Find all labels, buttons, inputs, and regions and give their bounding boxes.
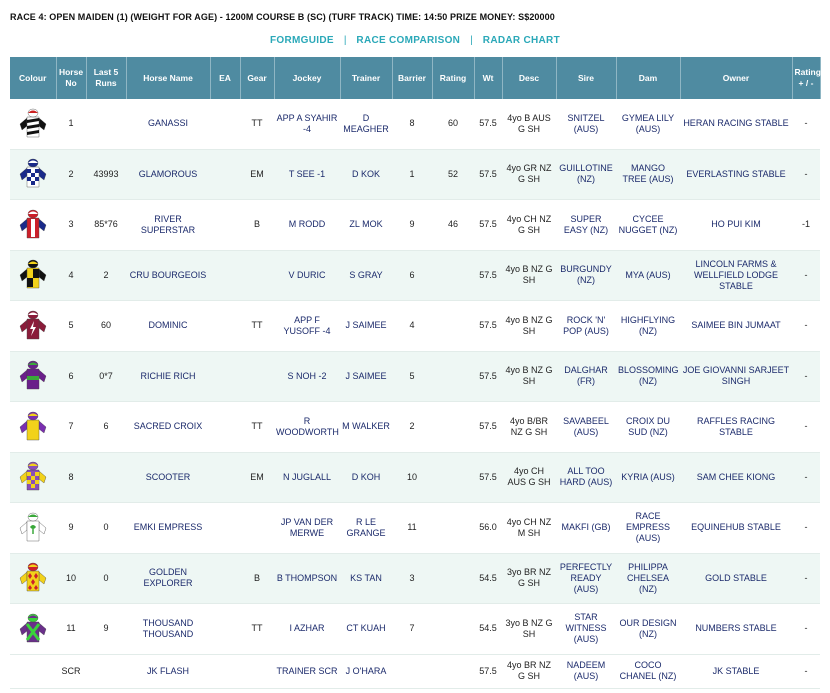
table-row <box>10 452 820 503</box>
dam-cell: MYA (AUS) <box>616 250 680 301</box>
trainer-link[interactable]: ZL MOK <box>340 200 392 251</box>
rating-change-cell: - <box>792 402 820 453</box>
horse-no-cell: 10 <box>56 553 86 604</box>
header-horse-no: Horse No <box>56 57 86 99</box>
formguide-link[interactable]: FORMGUIDE <box>270 35 334 46</box>
horse-no-cell: SCR <box>56 654 86 688</box>
header-sire: Sire <box>556 57 616 99</box>
horse-no-cell: 11 <box>56 604 86 655</box>
horse-name-link[interactable]: RIVER SUPERSTAR <box>126 200 210 251</box>
gear-cell: TT <box>240 99 274 149</box>
horse-name-link[interactable]: GOLDEN EXPLORER <box>126 553 210 604</box>
sire-cell: STAR WITNESS (AUS) <box>556 604 616 655</box>
rating-cell <box>432 402 474 453</box>
owner-cell: SAM CHEE KIONG <box>680 452 792 503</box>
ea-cell <box>210 503 240 554</box>
race-card-table <box>10 57 821 689</box>
table-row <box>10 301 820 352</box>
horse-no-cell: 1 <box>56 99 86 149</box>
dam-cell: BLOSSOMING (NZ) <box>616 351 680 402</box>
trainer-link[interactable]: KS TAN <box>340 553 392 604</box>
barrier-cell: 8 <box>392 99 432 149</box>
ea-cell <box>210 149 240 200</box>
ea-cell <box>210 351 240 402</box>
horse-name-link[interactable]: RICHIE RICH <box>126 351 210 402</box>
jockey-silk-icon <box>10 301 56 352</box>
rating-change-cell: - <box>792 149 820 200</box>
sire-cell: GUILLOTINE (NZ) <box>556 149 616 200</box>
header-ea: EA <box>210 57 240 99</box>
jockey-link[interactable]: APP F YUSOFF -4 <box>274 301 340 352</box>
sire-cell: PERFECTLY READY (AUS) <box>556 553 616 604</box>
last5-cell: 6 <box>86 402 126 453</box>
gear-cell <box>240 351 274 402</box>
header-barrier: Barrier <box>392 57 432 99</box>
horse-no-cell: 3 <box>56 200 86 251</box>
owner-cell: SAIMEE BIN JUMAAT <box>680 301 792 352</box>
table-row <box>10 604 820 655</box>
last5-cell: 85*76 <box>86 200 126 251</box>
gear-cell <box>240 503 274 554</box>
horse-no-cell: 7 <box>56 402 86 453</box>
rating-cell: 46 <box>432 200 474 251</box>
trainer-link[interactable]: J O'HARA <box>340 654 392 688</box>
last5-cell <box>86 99 126 149</box>
barrier-cell: 5 <box>392 351 432 402</box>
barrier-cell: 6 <box>392 250 432 301</box>
trainer-link[interactable]: J SAIMEE <box>340 351 392 402</box>
header-trainer: Trainer <box>340 57 392 99</box>
jockey-silk-icon <box>10 200 56 251</box>
sire-cell: SAVABEEL (AUS) <box>556 402 616 453</box>
sire-cell: ROCK 'N' POP (AUS) <box>556 301 616 352</box>
dam-cell: CYCEE NUGGET (NZ) <box>616 200 680 251</box>
ea-cell <box>210 250 240 301</box>
dam-cell: RACE EMPRESS (AUS) <box>616 503 680 554</box>
desc-cell: 4yo B/BR NZ G SH <box>502 402 556 453</box>
gear-cell <box>240 250 274 301</box>
rating-cell <box>432 654 474 688</box>
barrier-cell: 10 <box>392 452 432 503</box>
ea-cell <box>210 301 240 352</box>
table-row <box>10 402 820 453</box>
jockey-link[interactable]: APP A SYAHIR -4 <box>274 99 340 149</box>
barrier-cell: 3 <box>392 553 432 604</box>
last5-cell: 2 <box>86 250 126 301</box>
desc-cell: 4yo B NZ G SH <box>502 250 556 301</box>
desc-cell: 4yo CH NZ G SH <box>502 200 556 251</box>
sire-cell: DALGHAR (FR) <box>556 351 616 402</box>
rating-change-cell: - <box>792 99 820 149</box>
jockey-silk-icon <box>10 604 56 655</box>
last5-cell: 60 <box>86 301 126 352</box>
ea-cell <box>210 553 240 604</box>
barrier-cell: 7 <box>392 604 432 655</box>
desc-cell: 4yo GR NZ G SH <box>502 149 556 200</box>
horse-name-link[interactable]: GLAMOROUS <box>126 149 210 200</box>
gear-cell <box>240 654 274 688</box>
barrier-cell <box>392 654 432 688</box>
last5-cell <box>86 452 126 503</box>
table-row <box>10 149 820 200</box>
horse-no-cell: 4 <box>56 250 86 301</box>
jockey-link[interactable]: R WOODWORTH <box>274 402 340 453</box>
jockey-silk-icon <box>10 149 56 200</box>
trainer-link[interactable]: M WALKER <box>340 402 392 453</box>
owner-cell: JK STABLE <box>680 654 792 688</box>
trainer-link[interactable]: J SAIMEE <box>340 301 392 352</box>
link-separator: | <box>343 35 347 46</box>
last5-cell: 0*7 <box>86 351 126 402</box>
owner-cell: EQUINEHUB STABLE <box>680 503 792 554</box>
rating-change-cell: - <box>792 503 820 554</box>
gear-cell: TT <box>240 301 274 352</box>
jockey-silk-icon <box>10 351 56 402</box>
jockey-link[interactable]: N JUGLALL <box>274 452 340 503</box>
table-row <box>10 654 820 688</box>
gear-cell: B <box>240 553 274 604</box>
rating-change-cell: - <box>792 301 820 352</box>
weight-cell: 57.5 <box>474 200 502 251</box>
jockey-link[interactable]: S NOH -2 <box>274 351 340 402</box>
desc-cell: 4yo BR NZ G SH <box>502 654 556 688</box>
jockey-silk-icon <box>10 99 56 149</box>
dam-cell: GYMEA LILY (AUS) <box>616 99 680 149</box>
header-last5: Last 5 Runs <box>86 57 126 99</box>
table-row <box>10 351 820 402</box>
jockey-link[interactable]: V DURIC <box>274 250 340 301</box>
rating-cell <box>432 452 474 503</box>
barrier-cell: 1 <box>392 149 432 200</box>
weight-cell: 57.5 <box>474 452 502 503</box>
rating-cell: 60 <box>432 99 474 149</box>
rating-cell <box>432 301 474 352</box>
table-row <box>10 250 820 301</box>
owner-cell: RAFFLES RACING STABLE <box>680 402 792 453</box>
horse-no-cell: 6 <box>56 351 86 402</box>
sire-cell: ALL TOO HARD (AUS) <box>556 452 616 503</box>
owner-cell: GOLD STABLE <box>680 553 792 604</box>
rating-cell <box>432 553 474 604</box>
header-rating-change: Rating + / - <box>792 57 820 99</box>
owner-cell: LINCOLN FARMS & WELLFIELD LODGE STABLE <box>680 250 792 301</box>
header-horse-name: Horse Name <box>126 57 210 99</box>
radar-chart-link[interactable]: RADAR CHART <box>482 35 560 46</box>
trainer-link[interactable]: D KOK <box>340 149 392 200</box>
last5-cell: 9 <box>86 604 126 655</box>
ea-cell <box>210 200 240 251</box>
ea-cell <box>210 402 240 453</box>
last5-cell: 43993 <box>86 149 126 200</box>
horse-no-cell: 9 <box>56 503 86 554</box>
desc-cell: 4yo B NZ G SH <box>502 301 556 352</box>
sire-cell: NADEEM (AUS) <box>556 654 616 688</box>
weight-cell: 57.5 <box>474 149 502 200</box>
table-row <box>10 99 820 149</box>
dam-cell: CROIX DU SUD (NZ) <box>616 402 680 453</box>
weight-cell: 56.0 <box>474 503 502 554</box>
owner-cell: EVERLASTING STABLE <box>680 149 792 200</box>
rating-change-cell: - <box>792 654 820 688</box>
desc-cell: 4yo CH NZ M SH <box>502 503 556 554</box>
trainer-link[interactable]: R LE GRANGE <box>340 503 392 554</box>
barrier-cell: 11 <box>392 503 432 554</box>
jockey-link[interactable]: B THOMPSON <box>274 553 340 604</box>
weight-cell: 57.5 <box>474 402 502 453</box>
horse-no-cell: 2 <box>56 149 86 200</box>
jockey-silk-icon <box>10 452 56 503</box>
dam-cell: COCO CHANEL (NZ) <box>616 654 680 688</box>
sire-cell: MAKFI (GB) <box>556 503 616 554</box>
gear-cell: EM <box>240 149 274 200</box>
table-header-row <box>10 57 820 99</box>
table-row <box>10 553 820 604</box>
rating-change-cell: - <box>792 604 820 655</box>
weight-cell: 57.5 <box>474 654 502 688</box>
table-row <box>10 503 820 554</box>
rating-cell <box>432 250 474 301</box>
race-links <box>0 35 830 46</box>
dam-cell: HIGHFLYING (NZ) <box>616 301 680 352</box>
dam-cell: MANGO TREE (AUS) <box>616 149 680 200</box>
desc-cell: 4yo B NZ G SH <box>502 351 556 402</box>
ea-cell <box>210 99 240 149</box>
barrier-cell: 4 <box>392 301 432 352</box>
race-title: RACE 4: OPEN MAIDEN (1) (WEIGHT FOR AGE) - 1200M COURSE B (SC) (TURF TRACK) TIME: 14:50 PRIZE MONEY: S$20000 <box>10 12 555 22</box>
rating-cell: 52 <box>432 149 474 200</box>
weight-cell: 57.5 <box>474 301 502 352</box>
owner-cell: HERAN RACING STABLE <box>680 99 792 149</box>
horse-name-link[interactable]: EMKI EMPRESS <box>126 503 210 554</box>
header-rating: Rating <box>432 57 474 99</box>
horse-name-link[interactable]: SACRED CROIX <box>126 402 210 453</box>
gear-cell: EM <box>240 452 274 503</box>
barrier-cell: 2 <box>392 402 432 453</box>
barrier-cell: 9 <box>392 200 432 251</box>
gear-cell: TT <box>240 402 274 453</box>
rating-cell <box>432 351 474 402</box>
horse-name-link[interactable]: CRU BOURGEOIS <box>126 250 210 301</box>
owner-cell: HO PUI KIM <box>680 200 792 251</box>
weight-cell: 54.5 <box>474 604 502 655</box>
rating-change-cell: - <box>792 250 820 301</box>
last5-cell <box>86 654 126 688</box>
sire-cell: SNITZEL (AUS) <box>556 99 616 149</box>
header-gear: Gear <box>240 57 274 99</box>
header-colour: Colour <box>10 57 56 99</box>
weight-cell: 57.5 <box>474 99 502 149</box>
horse-name-link[interactable]: THOUSAND THOUSAND <box>126 604 210 655</box>
jockey-link[interactable]: T SEE -1 <box>274 149 340 200</box>
header-jockey: Jockey <box>274 57 340 99</box>
rating-cell <box>432 503 474 554</box>
last5-cell: 0 <box>86 553 126 604</box>
weight-cell: 54.5 <box>474 553 502 604</box>
dam-cell: PHILIPPA CHELSEA (NZ) <box>616 553 680 604</box>
jockey-link[interactable]: JP VAN DER MERWE <box>274 503 340 554</box>
weight-cell: 57.5 <box>474 351 502 402</box>
gear-cell: TT <box>240 604 274 655</box>
horse-name-link[interactable]: JK FLASH <box>126 654 210 688</box>
ea-cell <box>210 452 240 503</box>
sire-cell: BURGUNDY (NZ) <box>556 250 616 301</box>
header-dam: Dam <box>616 57 680 99</box>
race-comparison-link[interactable]: RACE COMPARISON <box>356 35 461 46</box>
desc-cell: 4yo B AUS G SH <box>502 99 556 149</box>
desc-cell: 4yo CH AUS G SH <box>502 452 556 503</box>
jockey-link[interactable]: I AZHAR <box>274 604 340 655</box>
horse-name-link[interactable]: GANASSI <box>126 99 210 149</box>
desc-cell: 3yo B NZ G SH <box>502 604 556 655</box>
link-separator: | <box>470 35 473 46</box>
trainer-link[interactable]: CT KUAH <box>340 604 392 655</box>
horse-name-link[interactable]: SCOOTER <box>126 452 210 503</box>
weight-cell: 57.5 <box>474 250 502 301</box>
jockey-silk-icon <box>10 503 56 554</box>
header-desc: Desc <box>502 57 556 99</box>
gear-cell: B <box>240 200 274 251</box>
trainer-link[interactable]: D KOH <box>340 452 392 503</box>
jockey-silk-icon <box>10 250 56 301</box>
jockey-link[interactable]: M RODD <box>274 200 340 251</box>
last5-cell: 0 <box>86 503 126 554</box>
horse-no-cell: 8 <box>56 452 86 503</box>
rating-cell <box>432 604 474 655</box>
dam-cell: KYRIA (AUS) <box>616 452 680 503</box>
ea-cell <box>210 604 240 655</box>
jockey-silk-icon <box>10 553 56 604</box>
table-row <box>10 200 820 251</box>
sire-cell: SUPER EASY (NZ) <box>556 200 616 251</box>
header-owner: Owner <box>680 57 792 99</box>
rating-change-cell: -1 <box>792 200 820 251</box>
trainer-link[interactable]: D MEAGHER <box>340 99 392 149</box>
jockey-link[interactable]: TRAINER SCR <box>274 654 340 688</box>
desc-cell: 3yo BR NZ G SH <box>502 553 556 604</box>
dam-cell: OUR DESIGN (NZ) <box>616 604 680 655</box>
horse-name-link[interactable]: DOMINIC <box>126 301 210 352</box>
ea-cell <box>210 654 240 688</box>
trainer-link[interactable]: S GRAY <box>340 250 392 301</box>
rating-change-cell: - <box>792 452 820 503</box>
rating-change-cell: - <box>792 553 820 604</box>
horse-no-cell: 5 <box>56 301 86 352</box>
owner-cell: JOE GIOVANNI SARJEET SINGH <box>680 351 792 402</box>
owner-cell: NUMBERS STABLE <box>680 604 792 655</box>
jockey-silk-icon <box>10 654 56 688</box>
rating-change-cell: - <box>792 351 820 402</box>
jockey-silk-icon <box>10 402 56 453</box>
header-wt: Wt <box>474 57 502 99</box>
